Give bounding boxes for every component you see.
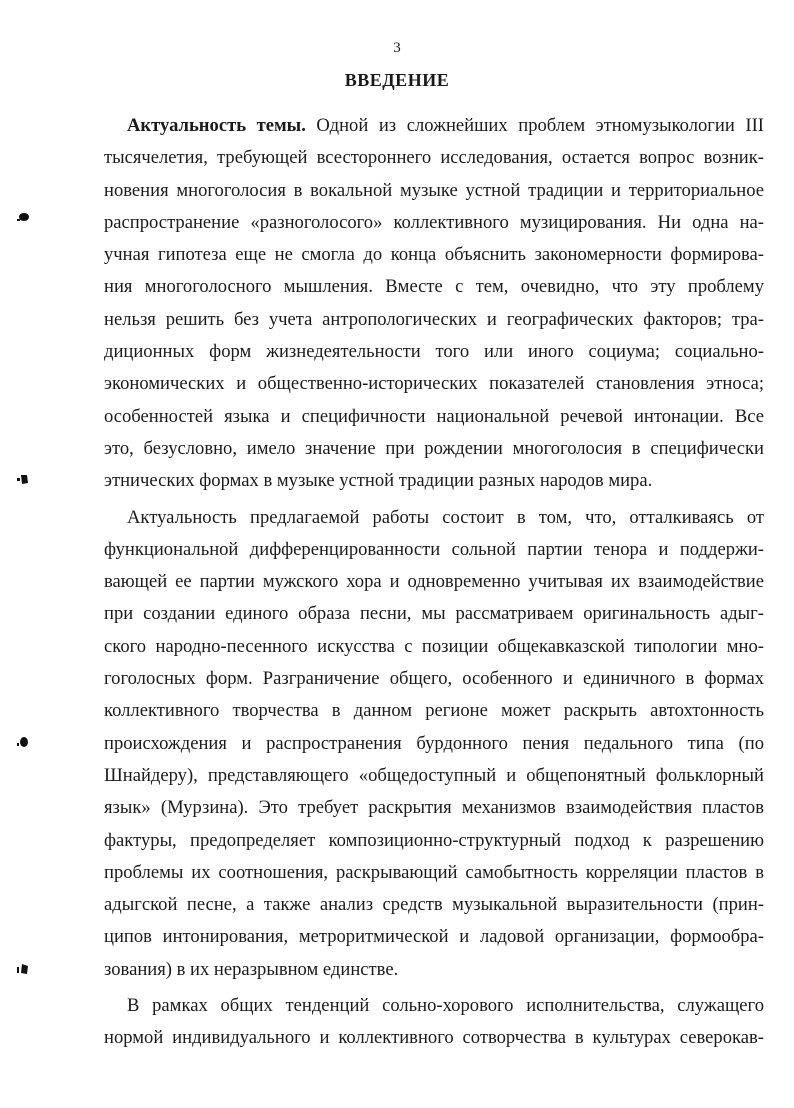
paragraph-line: гоголосных форм. Разграничение общего, особенного и единичного в формах	[104, 668, 764, 690]
paragraph-line: нормой индивидуального и коллективного сотворчества в культурах северокав-	[104, 1027, 764, 1049]
paragraph-line: экономических и общественно-исторических показателей становления этноса;	[104, 373, 764, 395]
paragraph-line: язык» (Мурзина). Это требует раскрытия механизмов взаимодействия пластов	[104, 797, 764, 819]
paragraph-line: Актуальность предлагаемой работы состоит в том, что, отталкиваясь от	[127, 506, 764, 528]
paragraph-line: вающей ее партии мужского хора и одновременно учитывая их взаимодействие	[104, 571, 764, 593]
paragraph-line: проблемы их соотношения, раскрывающий самобытность корреляции пластов в	[104, 861, 764, 883]
paragraph-line: тысячелетия, требующей всестороннего исследования, остается вопрос возник-	[104, 147, 764, 169]
paragraph-line: коллективного творчества в данном регионе может раскрыть автохтонность	[104, 700, 764, 722]
paragraph-line: ния многоголосного мышления. Вместе с тем, очевидно, что эту проблему	[104, 276, 764, 298]
paragraph-line: функциональной дифференцированности сольной партии тенора и поддержи-	[104, 538, 764, 560]
page-number: 3	[393, 40, 401, 56]
margin-mark-4	[16, 962, 30, 976]
paragraph-line: особенностей языка и специфичности национальной речевой интонации. Все	[104, 405, 764, 427]
document-body	[104, 110, 764, 1055]
paragraph-line: Актуальность темы. Одной из сложнейших проблем этномузыкологии III	[127, 115, 764, 136]
paragraph-line: Шнайдеру), представляющего «общедоступный и общепонятный фольклорный	[104, 764, 764, 786]
paragraph-3	[104, 990, 764, 1055]
page-title: ВВЕДЕНИЕ	[344, 70, 450, 90]
paragraph-line: зования) в их неразрывном единстве.	[104, 958, 399, 980]
paragraph-line: адыгской песне, а также анализ средств музыкальной выразительности (прин-	[104, 894, 764, 916]
paragraph-line: при создании единого образа песни, мы рассматриваем оригинальность адыг-	[104, 603, 764, 625]
margin-mark-2	[16, 472, 30, 486]
paragraph-line: ского народно-песенного искусства с позиции общекавказской типологии мно-	[104, 635, 764, 657]
section-lead: Актуальность темы.	[127, 115, 306, 136]
paragraph-line: учная гипотеза еще не смогла до конца объяснить закономерности формирова-	[104, 244, 764, 266]
paragraph-line: ципов интонирования, метроритмической и ладовой организации, формообра-	[104, 926, 764, 948]
paragraph-line: распространение «разноголосого» коллективного музицирования. Ни одна на-	[104, 211, 764, 233]
paragraph-line: диционных форм жизнедеятельности того или иного социума; социально-	[104, 341, 764, 363]
paragraph-line: фактуры, предопределяет композиционно-структурный подход к разрешению	[104, 829, 764, 851]
paragraph-line: В рамках общих тенденций сольно-хорового исполнительства, служащего	[127, 995, 764, 1017]
paragraph-line: нельзя решить без учета антропологических и географических факторов; тра-	[104, 308, 764, 330]
paragraph-line: происхождения и распространения бурдонного пения педального типа (по	[104, 732, 764, 754]
paragraph-2	[104, 502, 764, 986]
margin-mark-1	[16, 210, 30, 224]
margin-mark-3	[16, 735, 30, 749]
paragraph-line: это, безусловно, имело значение при рождении многоголосия в специфически	[104, 437, 764, 459]
paragraph-line: новения многоголосия в вокальной музыке устной традиции и территориальное	[104, 179, 764, 201]
paragraph-1	[104, 110, 764, 498]
paragraph-line: этнических формах в музыке устной традиции разных народов мира.	[104, 470, 653, 492]
